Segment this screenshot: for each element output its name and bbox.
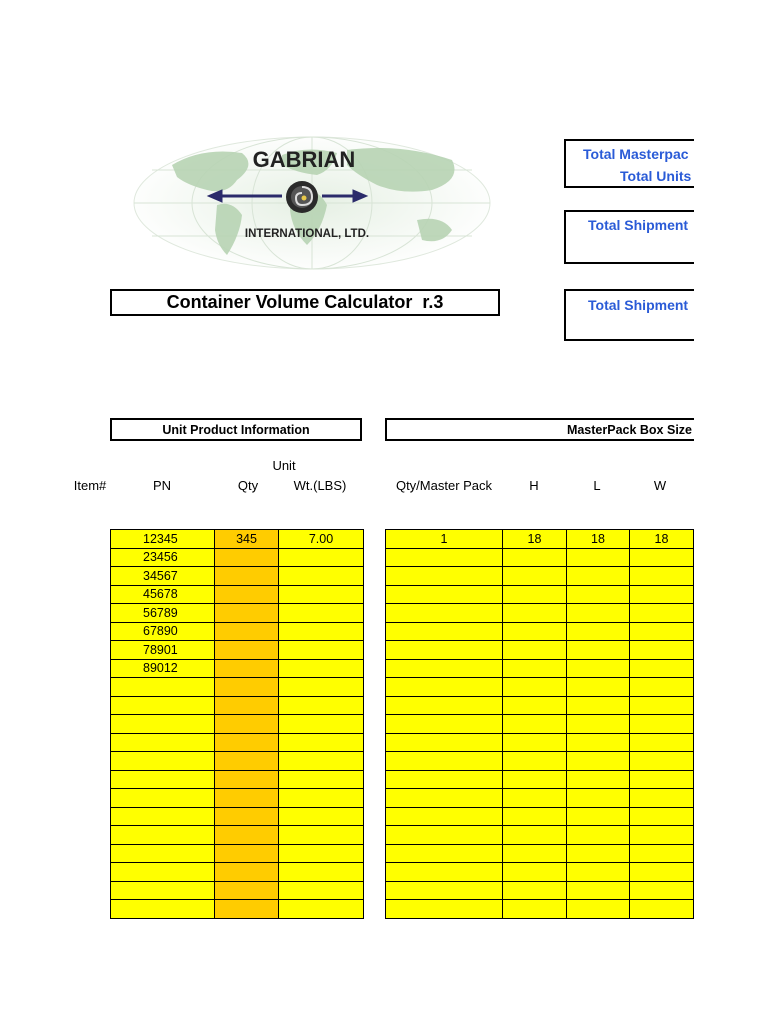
table-row <box>111 585 364 604</box>
pn-cell[interactable]: 78901 <box>111 641 215 660</box>
pn-cell[interactable]: 89012 <box>111 659 215 678</box>
table-row <box>111 622 364 641</box>
qty-cell[interactable] <box>215 715 279 734</box>
height-cell[interactable] <box>503 770 567 789</box>
length-cell[interactable] <box>567 863 630 882</box>
logo-subtitle: INTERNATIONAL, LTD. <box>244 228 370 240</box>
width-cell[interactable] <box>630 752 694 771</box>
qty-master-pack-cell[interactable] <box>386 585 503 604</box>
qty-cell[interactable] <box>215 881 279 900</box>
table-row <box>111 548 364 567</box>
height-cell[interactable] <box>503 567 567 586</box>
length-cell[interactable] <box>567 844 630 863</box>
width-cell[interactable] <box>630 659 694 678</box>
qty-cell[interactable] <box>215 585 279 604</box>
wt-cell[interactable] <box>279 752 364 771</box>
length-cell[interactable] <box>567 900 630 919</box>
width-cell[interactable] <box>630 622 694 641</box>
qty-cell[interactable]: 345 <box>215 530 279 549</box>
length-cell[interactable] <box>567 548 630 567</box>
qty-master-pack-cell[interactable] <box>386 900 503 919</box>
width-cell[interactable] <box>630 770 694 789</box>
qty-master-pack-cell[interactable] <box>386 863 503 882</box>
qty-cell[interactable] <box>215 548 279 567</box>
qty-cell[interactable] <box>215 678 279 697</box>
qty-master-pack-cell[interactable]: 1 <box>386 530 503 549</box>
pn-cell[interactable]: 23456 <box>111 548 215 567</box>
table-row <box>111 881 364 900</box>
qty-master-pack-cell[interactable] <box>386 641 503 660</box>
pn-cell[interactable]: 67890 <box>111 622 215 641</box>
qty-cell[interactable] <box>215 807 279 826</box>
col-qty: Qty <box>237 478 259 493</box>
table-row <box>111 567 364 586</box>
qty-master-pack-cell[interactable] <box>386 622 503 641</box>
qty-cell[interactable] <box>215 696 279 715</box>
table-row <box>111 715 364 734</box>
height-cell[interactable] <box>503 844 567 863</box>
table-row <box>111 807 364 826</box>
width-cell[interactable] <box>630 826 694 845</box>
wt-cell[interactable] <box>279 622 364 641</box>
pn-cell[interactable] <box>111 715 215 734</box>
total-masterpacks-label: Total Masterpac <box>583 146 689 162</box>
wt-cell[interactable] <box>279 733 364 752</box>
width-cell[interactable] <box>630 548 694 567</box>
pn-cell[interactable] <box>111 770 215 789</box>
qty-cell[interactable] <box>215 733 279 752</box>
wt-cell[interactable] <box>279 826 364 845</box>
height-cell[interactable] <box>503 863 567 882</box>
masterpack-table <box>385 529 694 919</box>
qty-master-pack-cell[interactable] <box>386 715 503 734</box>
length-cell[interactable]: 18 <box>567 530 630 549</box>
wt-cell[interactable] <box>279 807 364 826</box>
height-cell[interactable] <box>503 696 567 715</box>
table-row <box>111 696 364 715</box>
wt-cell[interactable] <box>279 659 364 678</box>
wt-cell[interactable] <box>279 567 364 586</box>
height-cell[interactable] <box>503 789 567 808</box>
total-units-label: Total Units <box>620 168 692 184</box>
height-cell[interactable] <box>503 604 567 623</box>
table-row <box>386 807 694 826</box>
length-cell[interactable] <box>567 641 630 660</box>
page-title: Container Volume Calculator r.3 <box>110 289 500 316</box>
wt-cell[interactable]: 7.00 <box>279 530 364 549</box>
length-cell[interactable] <box>567 826 630 845</box>
qty-cell[interactable] <box>215 770 279 789</box>
table-row <box>386 881 694 900</box>
wt-cell[interactable] <box>279 900 364 919</box>
wt-cell[interactable] <box>279 715 364 734</box>
width-cell[interactable] <box>630 715 694 734</box>
width-cell[interactable] <box>630 678 694 697</box>
width-cell[interactable]: 18 <box>630 530 694 549</box>
table-row <box>386 641 694 660</box>
width-cell[interactable] <box>630 604 694 623</box>
qty-master-pack-cell[interactable] <box>386 770 503 789</box>
length-cell[interactable] <box>567 770 630 789</box>
wt-cell[interactable] <box>279 548 364 567</box>
pn-cell[interactable] <box>111 678 215 697</box>
table-row <box>111 789 364 808</box>
height-cell[interactable] <box>503 807 567 826</box>
qty-master-pack-cell[interactable] <box>386 678 503 697</box>
length-cell[interactable] <box>567 604 630 623</box>
height-cell[interactable] <box>503 733 567 752</box>
width-cell[interactable] <box>630 641 694 660</box>
pn-cell[interactable] <box>111 696 215 715</box>
qty-cell[interactable] <box>215 641 279 660</box>
height-cell[interactable] <box>503 585 567 604</box>
wt-cell[interactable] <box>279 604 364 623</box>
qty-master-pack-cell[interactable] <box>386 826 503 845</box>
height-cell[interactable] <box>503 659 567 678</box>
width-cell[interactable] <box>630 567 694 586</box>
qty-cell[interactable] <box>215 622 279 641</box>
qty-cell[interactable] <box>215 604 279 623</box>
width-cell[interactable] <box>630 789 694 808</box>
table-row <box>386 567 694 586</box>
length-cell[interactable] <box>567 789 630 808</box>
width-cell[interactable] <box>630 807 694 826</box>
spiral-emblem-icon <box>286 181 318 213</box>
length-cell[interactable] <box>567 752 630 771</box>
table-row <box>386 752 694 771</box>
table-row <box>111 604 364 623</box>
qty-cell[interactable] <box>215 863 279 882</box>
width-cell[interactable] <box>630 900 694 919</box>
qty-master-pack-cell[interactable] <box>386 548 503 567</box>
pn-cell[interactable]: 45678 <box>111 585 215 604</box>
wt-cell[interactable] <box>279 678 364 697</box>
length-cell[interactable] <box>567 881 630 900</box>
table-row <box>111 641 364 660</box>
table-row <box>111 900 364 919</box>
right-clip <box>694 130 768 930</box>
width-cell[interactable] <box>630 585 694 604</box>
table-row <box>386 844 694 863</box>
wt-cell[interactable] <box>279 585 364 604</box>
qty-cell[interactable] <box>215 900 279 919</box>
table-row <box>386 863 694 882</box>
masterpack-header: MasterPack Box Size <box>385 418 694 441</box>
unit-product-table <box>110 529 364 919</box>
pn-cell[interactable] <box>111 844 215 863</box>
height-cell[interactable] <box>503 752 567 771</box>
total-shipment-label-1: Total Shipment <box>588 217 689 233</box>
table-row <box>386 678 694 697</box>
table-row <box>386 733 694 752</box>
table-row <box>386 696 694 715</box>
table-row <box>386 789 694 808</box>
col-unit: Unit <box>272 458 296 473</box>
height-cell[interactable]: 18 <box>503 530 567 549</box>
width-cell[interactable] <box>630 844 694 863</box>
table-row <box>386 585 694 604</box>
pn-cell[interactable] <box>111 826 215 845</box>
table-row <box>386 622 694 641</box>
table-row <box>111 530 364 549</box>
table-row <box>111 678 364 697</box>
company-logo <box>132 135 492 275</box>
qty-master-pack-cell[interactable] <box>386 789 503 808</box>
qty-master-pack-cell[interactable] <box>386 807 503 826</box>
height-cell[interactable] <box>503 900 567 919</box>
col-h: H <box>529 478 539 493</box>
qty-master-pack-cell[interactable] <box>386 604 503 623</box>
height-cell[interactable] <box>503 881 567 900</box>
qty-cell[interactable] <box>215 752 279 771</box>
qty-master-pack-cell[interactable] <box>386 567 503 586</box>
qty-master-pack-cell[interactable] <box>386 844 503 863</box>
col-qty-master-pack: Qty/Master Pack <box>395 478 493 493</box>
col-w: W <box>653 478 667 493</box>
pn-cell[interactable]: 12345 <box>111 530 215 549</box>
pn-cell[interactable] <box>111 900 215 919</box>
table-row <box>386 659 694 678</box>
height-cell[interactable] <box>503 678 567 697</box>
pn-cell[interactable] <box>111 863 215 882</box>
height-cell[interactable] <box>503 548 567 567</box>
wt-cell[interactable] <box>279 881 364 900</box>
table-row <box>386 715 694 734</box>
height-cell[interactable] <box>503 826 567 845</box>
total-shipment-label-2: Total Shipment <box>588 297 689 313</box>
length-cell[interactable] <box>567 659 630 678</box>
wt-cell[interactable] <box>279 789 364 808</box>
height-cell[interactable] <box>503 715 567 734</box>
col-item: Item# <box>73 478 107 493</box>
length-cell[interactable] <box>567 733 630 752</box>
pn-cell[interactable] <box>111 881 215 900</box>
table-row <box>111 844 364 863</box>
wt-cell[interactable] <box>279 641 364 660</box>
pn-cell[interactable] <box>111 807 215 826</box>
table-row <box>111 659 364 678</box>
length-cell[interactable] <box>567 807 630 826</box>
pn-cell[interactable] <box>111 752 215 771</box>
logo-name: GABRIAN <box>252 147 356 172</box>
pn-cell[interactable]: 56789 <box>111 604 215 623</box>
table-row <box>386 530 694 549</box>
unit-product-header: Unit Product Information <box>110 418 362 441</box>
height-cell[interactable] <box>503 622 567 641</box>
length-cell[interactable] <box>567 585 630 604</box>
table-row <box>386 770 694 789</box>
qty-master-pack-cell[interactable] <box>386 696 503 715</box>
table-row <box>111 733 364 752</box>
length-cell[interactable] <box>567 622 630 641</box>
table-row <box>386 604 694 623</box>
wt-cell[interactable] <box>279 863 364 882</box>
col-l: L <box>593 478 601 493</box>
qty-cell[interactable] <box>215 826 279 845</box>
qty-master-pack-cell[interactable] <box>386 752 503 771</box>
length-cell[interactable] <box>567 715 630 734</box>
table-row <box>111 826 364 845</box>
table-row <box>111 770 364 789</box>
pn-cell[interactable] <box>111 789 215 808</box>
qty-master-pack-cell[interactable] <box>386 733 503 752</box>
table-row <box>111 752 364 771</box>
table-row <box>111 863 364 882</box>
qty-cell[interactable] <box>215 844 279 863</box>
qty-cell[interactable] <box>215 659 279 678</box>
width-cell[interactable] <box>630 696 694 715</box>
wt-cell[interactable] <box>279 696 364 715</box>
table-row <box>386 826 694 845</box>
table-row <box>386 548 694 567</box>
width-cell[interactable] <box>630 863 694 882</box>
height-cell[interactable] <box>503 641 567 660</box>
logo-graphic <box>132 135 492 275</box>
length-cell[interactable] <box>567 567 630 586</box>
col-wt: Wt.(LBS) <box>293 478 347 493</box>
wt-cell[interactable] <box>279 770 364 789</box>
pn-cell[interactable]: 34567 <box>111 567 215 586</box>
length-cell[interactable] <box>567 678 630 697</box>
length-cell[interactable] <box>567 696 630 715</box>
width-cell[interactable] <box>630 733 694 752</box>
wt-cell[interactable] <box>279 844 364 863</box>
pn-cell[interactable] <box>111 733 215 752</box>
qty-cell[interactable] <box>215 567 279 586</box>
table-row <box>386 900 694 919</box>
qty-master-pack-cell[interactable] <box>386 659 503 678</box>
qty-master-pack-cell[interactable] <box>386 881 503 900</box>
col-pn: PN <box>152 478 172 493</box>
qty-cell[interactable] <box>215 789 279 808</box>
width-cell[interactable] <box>630 881 694 900</box>
